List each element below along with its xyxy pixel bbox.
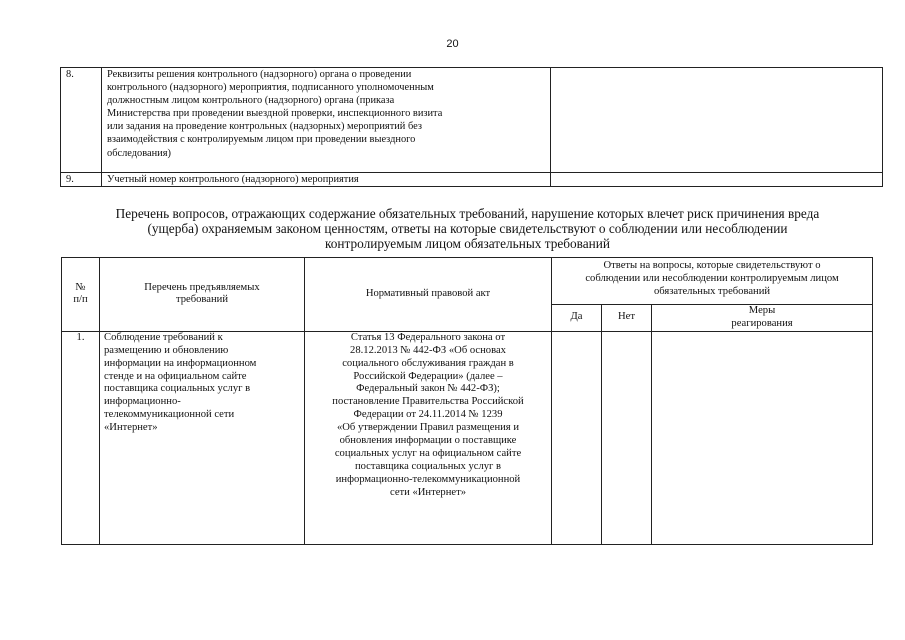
table-row	[62, 331, 873, 544]
row-description: Реквизиты решения контрольного (надзорного) органа о проведении контрольного (надзорного) мероприятия, подписанного уполномоченным должностным лицом контрольного (надзорного) органа (приказа Министерства при проведении выездной проверки, инспекционного визита или задания на проведение контрольных (надзорных) мероприятий без взаимодействия с контролируемым лицом при проведении выездного обследования)	[102, 68, 551, 173]
requirements-checklist-table	[61, 257, 873, 545]
header-number: № п/п	[62, 258, 100, 332]
header-requirements: Перечень предъявляемых требований	[100, 258, 305, 332]
answer-yes-cell	[552, 331, 602, 544]
measures-cell	[652, 331, 873, 544]
row-number: 9.	[61, 173, 102, 187]
section-title: Перечень вопросов, отражающих содержание обязательных требований, нарушение которых влечет риск причинения вреда (ущерба) охраняемым законом ценностям, ответы на которые свидетельствуют о соблюдении или несоблюдении контролируемым лицом обязательных требований	[115, 206, 820, 251]
row-number: 1.	[62, 331, 100, 544]
table-row	[61, 68, 883, 173]
header-no: Нет	[602, 305, 652, 332]
answer-no-cell	[602, 331, 652, 544]
header-legal-act: Нормативный правовой акт	[305, 258, 552, 332]
row-requirement: Соблюдение требований к размещению и обновлению информации на информационном стенде и на официальном сайте поставщика социальных услуг в информационно- телекоммуникационной сети «Интернет»	[100, 331, 305, 544]
row-value	[551, 68, 883, 173]
row-description: Учетный номер контрольного (надзорного) мероприятия	[102, 173, 551, 187]
header-measures: Меры реагирования	[652, 305, 873, 332]
page-number: 20	[446, 38, 459, 50]
table-header-row	[62, 258, 873, 305]
header-yes: Да	[552, 305, 602, 332]
row-legal-act: Статья 13 Федерального закона от 28.12.2013 № 442-ФЗ «Об основах социального обслуживания граждан в Российской Федерации» (далее – Федеральный закон № 442-ФЗ); постановление Правительства Российской Федерации от 24.11.2014 № 1239 «Об утверждении Правил размещения и обновления информации о поставщике социальных услуг на официальном сайте поставщика социальных услуг в информационно-телекоммуникационной сети «Интернет»	[305, 331, 552, 544]
table-row	[61, 173, 883, 187]
inspection-details-table	[60, 67, 883, 187]
header-answers: Ответы на вопросы, которые свидетельствуют о соблюдении или несоблюдении контролируемым лицом обязательных требований	[552, 258, 873, 305]
row-number: 8.	[61, 68, 102, 173]
row-value	[551, 173, 883, 187]
